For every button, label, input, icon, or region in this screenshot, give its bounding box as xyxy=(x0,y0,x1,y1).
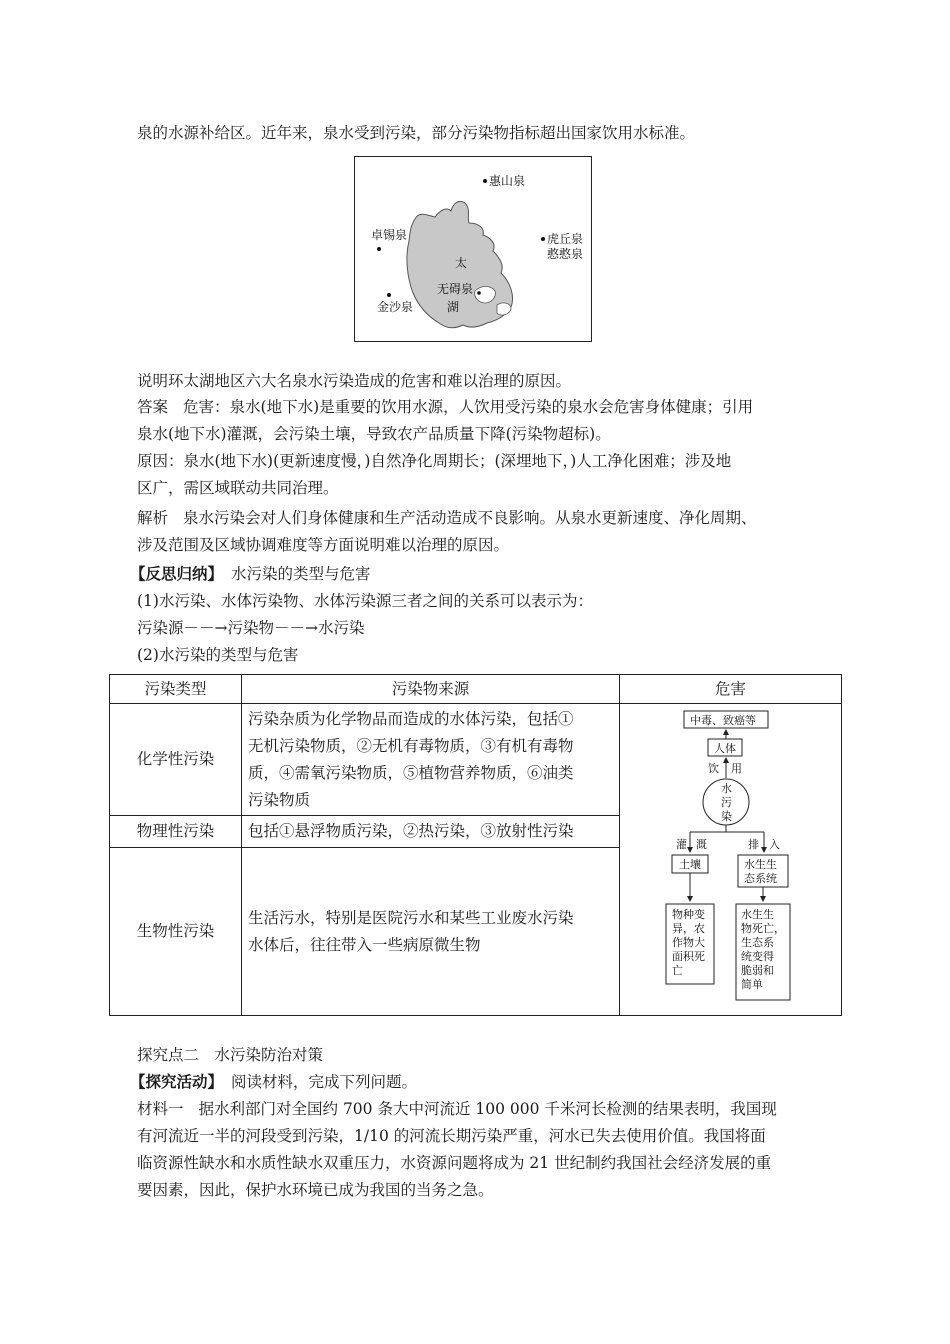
reflection-label: 【反思归纳】 xyxy=(130,564,224,583)
row-type: 化学性污染 xyxy=(110,704,242,816)
material-line-4: 要因素，因此，保护水环境已成为我国的当务之急。 xyxy=(137,1181,494,1199)
lake-char-tai: 太 xyxy=(455,256,468,270)
drink-char-1: 饮 xyxy=(708,762,719,775)
material-line-2: 有河流近一半的河段受到污染，1/10 的河流长期污染严重，河水已失去使用价值。我国将面 xyxy=(137,1127,766,1145)
eco-text-1: 水生生 xyxy=(744,858,777,871)
huqiu-spring-dot xyxy=(541,237,545,241)
reflection-title: 水污染的类型与危害 xyxy=(231,565,371,583)
answer-line-2: 泉水(地下水)灌溉，会污染土壤，导致农产品质量下降(污染物超标)。 xyxy=(137,425,611,443)
lake-inlet-white xyxy=(475,287,496,304)
right-result-1: 水生生 xyxy=(741,908,774,921)
jinsha-spring-label: 金沙泉 xyxy=(377,300,414,314)
wuai-spring-label: 无碍泉 xyxy=(437,282,474,296)
row-type: 物理性污染 xyxy=(110,816,242,848)
analysis-line-1 xyxy=(137,507,757,529)
row-source xyxy=(242,848,620,1016)
table-header-row xyxy=(110,675,842,704)
header-source: 污染物来源 xyxy=(242,675,620,704)
source-line: 包括①悬浮物质污染，②热污染，③放射性污染 xyxy=(248,822,574,840)
right-result-2: 物死亡， xyxy=(741,922,785,935)
row-type: 生物性污染 xyxy=(110,848,242,1016)
source-line: 质，④需氧污染物质，⑤植物营养物质，⑥油类 xyxy=(248,763,574,782)
center-char-2: 污 xyxy=(721,796,732,809)
material-line-1 xyxy=(137,1098,777,1120)
answer-line-1 xyxy=(137,396,753,418)
source-line: 水体后，往往带入一些病原微生物 xyxy=(248,935,481,954)
top-harm-text: 中毒、致癌等 xyxy=(690,714,756,727)
material-label: 材料一 xyxy=(137,1100,184,1118)
relation-flow: 污染源－－→污染物－－→水污染 xyxy=(137,619,365,637)
reflection-heading xyxy=(130,563,371,585)
lake-char-hu: 湖 xyxy=(447,300,460,314)
person-text: 人体 xyxy=(714,742,736,755)
huishan-spring-label: 惠山泉 xyxy=(489,174,526,188)
analysis-line-2: 涉及范围及区域协调难度等方面说明难以治理的原因。 xyxy=(137,536,510,554)
header-harm: 危害 xyxy=(620,675,842,704)
intro-line: 泉的水源补给区。近年来，泉水受到污染，部分污染物指标超出国家饮用水标准。 xyxy=(137,124,696,142)
right-result-3: 生态系 xyxy=(741,936,774,949)
reflection-item-2: (2)水污染的类型与危害 xyxy=(137,646,299,664)
source-line: 无机污染物质，②无机有毒物质，③有机有毒物 xyxy=(248,736,574,755)
activity-label: 【探究活动】 xyxy=(130,1072,224,1091)
lake-map-svg xyxy=(355,157,591,341)
left-result-5: 亡 xyxy=(672,964,683,977)
right-result-4: 统变得 xyxy=(741,950,774,963)
zhuoxi-spring-label: 卓锡泉 xyxy=(371,228,408,242)
irrigate-char-1: 灌 xyxy=(676,838,687,851)
hanhan-spring-label: 憨憨泉 xyxy=(547,247,584,261)
discharge-char-1: 排 xyxy=(748,838,759,851)
answer-line-3: 原因：泉水(地下水)(更新速度慢，)自然净化周期长；(深埋地下，)人工净化困难；涉及地 xyxy=(137,452,732,470)
center-char-3: 染 xyxy=(721,810,732,823)
left-result-3: 作物大 xyxy=(672,936,705,949)
answer-line-4: 区广，需区域联动共同治理。 xyxy=(137,479,339,497)
activity-text: 阅读材料，完成下列问题。 xyxy=(231,1073,418,1091)
drink-char-2: 用 xyxy=(731,762,742,775)
row-source xyxy=(242,816,620,848)
question-text: 说明环太湖地区六大名泉水污染造成的危害和难以治理的原因。 xyxy=(137,372,572,390)
analysis-label: 解析 xyxy=(137,509,169,527)
left-result-1: 物种变 xyxy=(672,908,705,921)
right-result-6: 简单 xyxy=(741,978,763,991)
jinsha-spring-dot xyxy=(387,293,391,297)
center-char-1: 水 xyxy=(721,782,732,795)
source-line: 污染物质 xyxy=(248,790,311,809)
activity-heading xyxy=(130,1071,417,1093)
left-result-2: 异，农 xyxy=(672,922,705,935)
source-line: 污染杂质为化学物品而造成的水体污染，包括① xyxy=(248,709,574,728)
left-result-4: 面积死 xyxy=(672,950,705,963)
answer-text-1: 危害：泉水(地下水)是重要的饮用水源，人饮用受污染的泉水会危害身体健康；引用 xyxy=(183,398,754,416)
huishan-spring-dot xyxy=(483,179,487,183)
eco-text-2: 态系统 xyxy=(744,872,777,885)
analysis-text-1: 泉水污染会对人们身体健康和生产活动造成不良影响。从泉水更新速度、净化周期、 xyxy=(183,509,757,527)
huqiu-spring-label: 虎丘泉 xyxy=(547,232,584,246)
harm-flow-diagram xyxy=(620,704,840,1018)
material-line-3: 临资源性缺水和水质性缺水双重压力，水资源问题将成为 21 世纪制约我国社会经济发展的重 xyxy=(137,1154,772,1172)
answer-label: 答案 xyxy=(137,398,169,416)
wuai-spring-dot xyxy=(477,291,481,295)
lake-inlet-white-2 xyxy=(497,303,511,315)
right-result-5: 脆弱和 xyxy=(741,964,774,977)
reflection-item-1: (1)水污染、水体污染物、水体污染源三者之间的关系可以表示为： xyxy=(137,592,593,610)
source-line: 生活污水，特别是医院污水和某些工业废水污染 xyxy=(248,908,574,927)
soil-text: 土壤 xyxy=(679,858,701,871)
irrigate-char-2: 溉 xyxy=(696,838,707,851)
taihu-map xyxy=(354,156,592,342)
material-text-1: 据水利部门对全国约 700 条大中河流近 100 000 千米河长检测的结果表明，我国现 xyxy=(198,1100,777,1118)
zhuoxi-spring-dot xyxy=(377,247,381,251)
discharge-char-2: 入 xyxy=(769,838,780,851)
section2-title: 探究点二 水污染防治对策 xyxy=(137,1046,324,1064)
row-source xyxy=(242,704,620,816)
header-type: 污染类型 xyxy=(110,675,242,704)
